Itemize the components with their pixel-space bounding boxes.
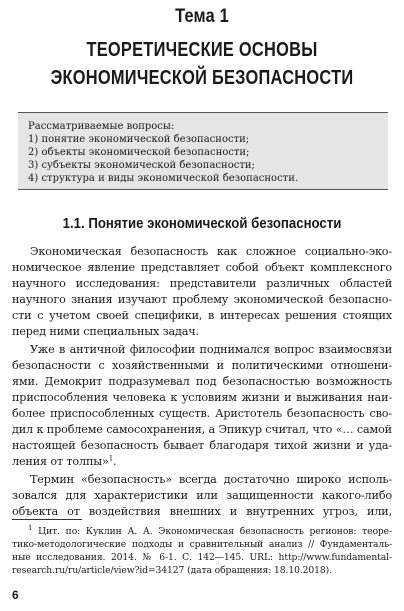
footnote-line-4: research.ru/ru/article/view?id=34127 (дата обращения: 18.10.2018). — [12, 565, 332, 576]
body-line: научного знания изучают проблему экономической безопасно- — [12, 293, 392, 306]
section-heading: 1.1. Понятие экономической безопасности — [62, 215, 342, 232]
question-item-3: 3) субъекты экономической безопасности; — [28, 160, 255, 171]
footnote-reference[interactable]: 1 — [108, 454, 114, 463]
sentence-end: . — [113, 455, 117, 468]
page-number: 6 — [12, 588, 19, 602]
body-line: более приспособленных существ. Аристотель безопасность сво- — [12, 407, 392, 420]
body-line: перед ними специальных задач. — [12, 325, 199, 338]
footnote-text: Цит. по: Куклин А. А. Экономическая безопасность регионов: теоре- — [38, 526, 392, 537]
footnote-mark: 1 — [28, 523, 33, 532]
questions-intro: Рассматриваемые вопросы: — [28, 121, 175, 132]
body-line-text: ления от толпы» — [12, 455, 109, 468]
body-line: ями. Демокрит подразумевал под безопасностью возможность — [12, 375, 392, 388]
body-line: научного исследования: представители различных областей — [12, 277, 392, 290]
footnote-line-2: тико-методологические подходы и сравнительный анализ // Фундаменталь- — [12, 539, 392, 550]
box-top-rule — [18, 112, 388, 113]
footnote-line-3: ные исследования. 2014. № 6-1. С. 142—145. URL: http://www.fundamental- — [12, 552, 392, 563]
body-line: номическое явление представляет собой объект комплексного — [12, 261, 392, 274]
question-item-2: 2) объекты экономической безопасности; — [28, 147, 250, 158]
questions-box — [18, 112, 388, 190]
footnote-line-1 — [28, 523, 392, 537]
chapter-title-line-1: ТЕОРЕТИЧЕСКИЕ ОСНОВЫ — [86, 39, 318, 61]
body-line: безопасности с хозяйственными и политическими отношени- — [12, 359, 392, 372]
body-line: Термин «безопасность» всегда достаточно широко исполь- — [30, 473, 392, 486]
footnote-separator — [12, 519, 82, 520]
box-bottom-rule — [18, 189, 388, 190]
body-line: сти с учетом своей специфики, в интересах решения стоящих — [12, 309, 392, 322]
body-line-with-footnote — [12, 455, 392, 468]
body-line: приспособления человека к условиям жизни и выживания наи- — [12, 391, 392, 404]
question-item-1: 1) понятие экономической безопасности; — [28, 134, 250, 145]
body-line: Уже в античной философии поднимался вопрос взаимосвязи — [30, 343, 392, 356]
question-item-4: 4) структура и виды экономической безопасности. — [28, 173, 299, 184]
chapter-title-line-2: ЭКОНОМИЧЕСКОЙ БЕЗОПАСНОСТИ — [50, 67, 354, 89]
body-line: объекта от воздействия внешних и внутренних угроз, или, — [12, 505, 392, 518]
body-line: настоящей безопасность бывает благодаря тихой жизни и уда- — [12, 439, 392, 452]
body-line: Экономическая безопасность как сложное социально-эко- — [30, 245, 392, 258]
body-line: дил к проблеме самосохранения, а Эпикур считал, что «… самой — [12, 423, 392, 436]
body-line: зовался для характеристики или защищенности какого-либо — [12, 489, 392, 502]
chapter-label: Тема 1 — [175, 6, 229, 27]
